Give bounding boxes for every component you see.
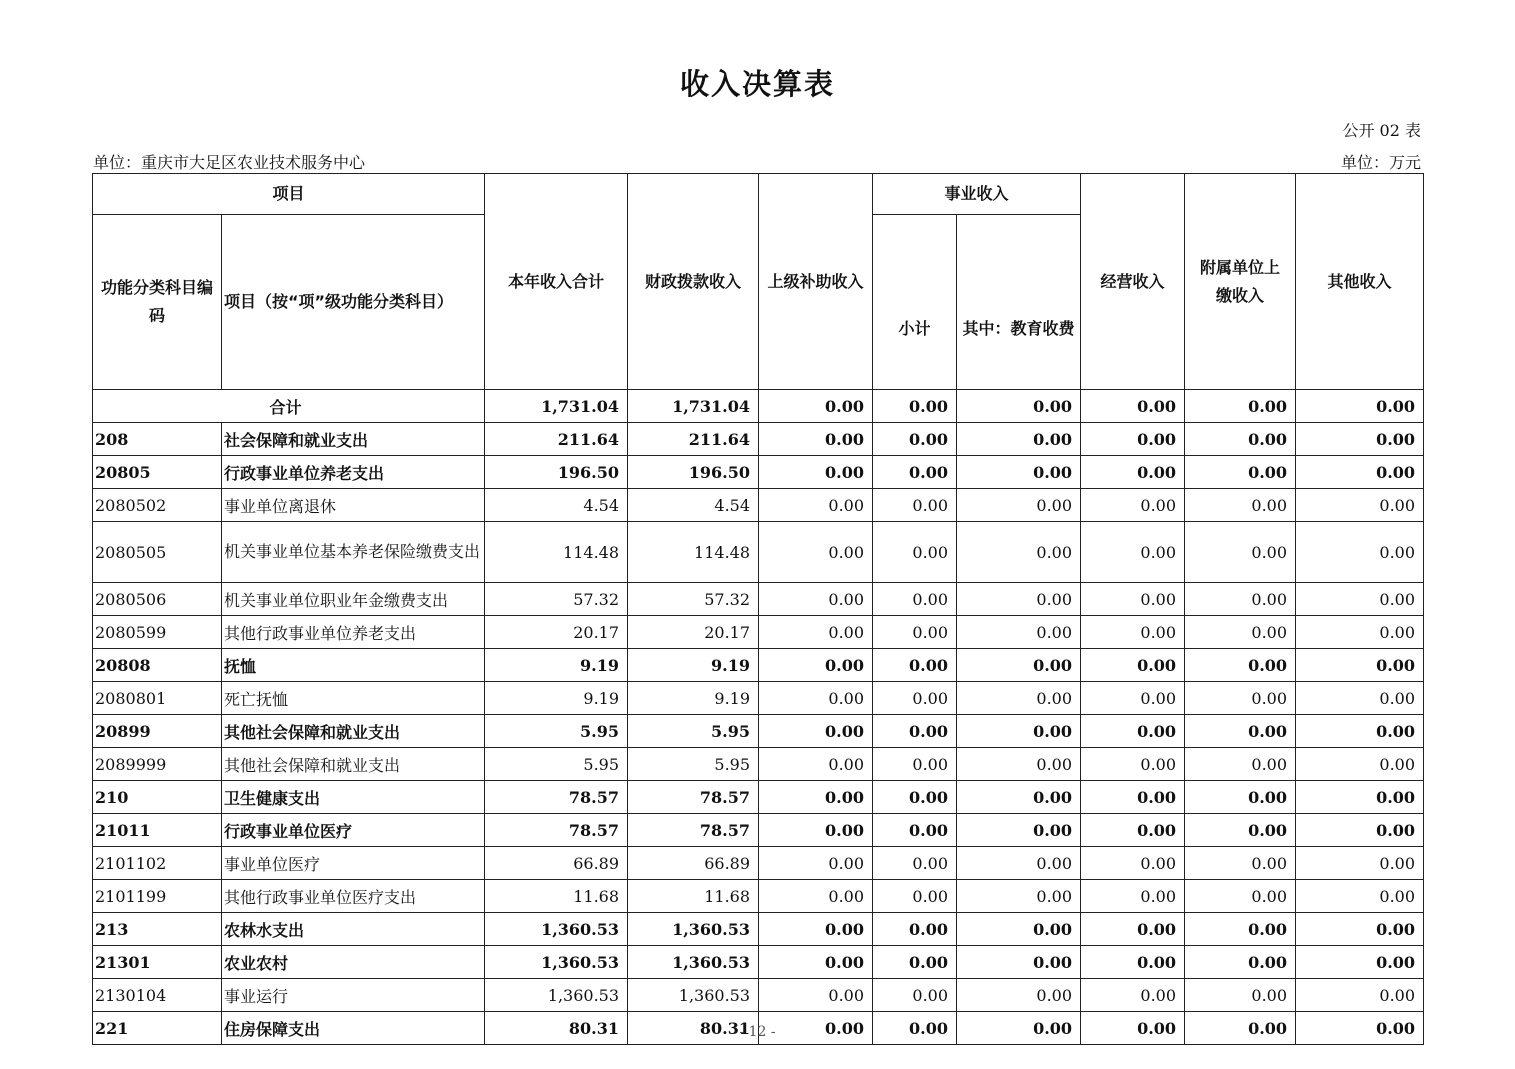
row-value: 78.57 (485, 781, 628, 814)
row-value: 0.00 (873, 522, 957, 583)
row-value: 5.95 (628, 748, 759, 781)
table-row (93, 847, 1424, 880)
row-value: 9.19 (485, 682, 628, 715)
row-value: 0.00 (957, 715, 1081, 748)
table-row (93, 522, 1424, 583)
row-name: 死亡抚恤 (222, 682, 485, 715)
row-value: 0.00 (1185, 423, 1296, 456)
total-value: 0.00 (957, 390, 1081, 423)
row-value: 0.00 (1081, 748, 1185, 781)
header-operating-income: 经营收入 (1081, 174, 1185, 390)
total-value: 0.00 (873, 390, 957, 423)
organization-unit: 单位：重庆市大足区农业技术服务中心 (93, 153, 366, 172)
header-business-income: 事业收入 (873, 174, 1081, 215)
total-value: 0.00 (1081, 390, 1185, 423)
row-value: 0.00 (1081, 616, 1185, 649)
row-value: 0.00 (759, 522, 873, 583)
row-value: 0.00 (873, 616, 957, 649)
row-value: 0.00 (1296, 423, 1424, 456)
total-label: 合计 (93, 390, 485, 423)
row-value: 9.19 (628, 649, 759, 682)
row-value: 1,360.53 (628, 979, 759, 1012)
row-value: 5.95 (485, 748, 628, 781)
row-name: 住房保障支出 (222, 1012, 485, 1045)
row-value: 0.00 (1185, 814, 1296, 847)
row-value: 0.00 (957, 946, 1081, 979)
row-code: 20899 (93, 715, 222, 748)
table-row (93, 583, 1424, 616)
row-value: 0.00 (1185, 979, 1296, 1012)
row-value: 80.31 (485, 1012, 628, 1045)
row-code: 21011 (93, 814, 222, 847)
row-value: 0.00 (1185, 715, 1296, 748)
table-row (93, 715, 1424, 748)
row-value: 0.00 (759, 913, 873, 946)
row-value: 78.57 (628, 814, 759, 847)
row-code: 2080599 (93, 616, 222, 649)
row-value: 0.00 (1296, 522, 1424, 583)
row-value: 0.00 (1296, 682, 1424, 715)
row-value: 0.00 (1185, 913, 1296, 946)
row-code: 2130104 (93, 979, 222, 1012)
row-value: 0.00 (957, 979, 1081, 1012)
row-value: 0.00 (957, 489, 1081, 522)
row-value: 0.00 (1081, 847, 1185, 880)
row-name: 行政事业单位养老支出 (222, 456, 485, 489)
row-value: 78.57 (628, 781, 759, 814)
row-value: 0.00 (873, 748, 957, 781)
row-value: 0.00 (957, 847, 1081, 880)
table-row (93, 423, 1424, 456)
row-name: 行政事业单位医疗 (222, 814, 485, 847)
row-value: 0.00 (759, 616, 873, 649)
row-value: 0.00 (759, 583, 873, 616)
total-value: 0.00 (1296, 390, 1424, 423)
row-value: 0.00 (873, 814, 957, 847)
row-value: 0.00 (759, 423, 873, 456)
header-function-code: 功能分类科目编码 (93, 215, 222, 390)
row-value: 0.00 (873, 715, 957, 748)
row-value: 0.00 (1081, 715, 1185, 748)
row-value: 0.00 (759, 715, 873, 748)
row-value: 57.32 (628, 583, 759, 616)
header-superior-subsidy: 上级补助收入 (759, 174, 873, 390)
page-number: - 12 - (739, 1024, 776, 1040)
row-value: 0.00 (1296, 456, 1424, 489)
row-value: 9.19 (485, 649, 628, 682)
row-value: 0.00 (1296, 748, 1424, 781)
table-row (93, 880, 1424, 913)
row-value: 0.00 (1296, 583, 1424, 616)
row-value: 57.32 (485, 583, 628, 616)
table-row (93, 456, 1424, 489)
row-value: 0.00 (1081, 880, 1185, 913)
row-value: 0.00 (1296, 946, 1424, 979)
header-total-income: 本年收入合计 (485, 174, 628, 390)
row-value: 0.00 (1185, 616, 1296, 649)
page-title: 收入决算表 (679, 67, 835, 101)
row-value: 0.00 (1081, 1012, 1185, 1045)
row-value: 0.00 (1081, 649, 1185, 682)
row-value: 0.00 (873, 423, 957, 456)
table-row (93, 616, 1424, 649)
row-value: 0.00 (1081, 814, 1185, 847)
row-value: 211.64 (628, 423, 759, 456)
row-value: 0.00 (1081, 913, 1185, 946)
row-value: 0.00 (957, 423, 1081, 456)
row-value: 0.00 (759, 880, 873, 913)
currency-unit: 单位：万元 (1340, 153, 1421, 172)
row-value: 0.00 (957, 522, 1081, 583)
row-value: 0.00 (759, 456, 873, 489)
row-value: 0.00 (759, 847, 873, 880)
row-value: 20.17 (485, 616, 628, 649)
row-value: 0.00 (873, 649, 957, 682)
row-code: 2101199 (93, 880, 222, 913)
row-code: 20808 (93, 649, 222, 682)
row-value: 0.00 (759, 979, 873, 1012)
row-value: 196.50 (628, 456, 759, 489)
table-row (93, 682, 1424, 715)
row-name: 事业单位医疗 (222, 847, 485, 880)
total-value: 0.00 (1185, 390, 1296, 423)
row-value: 0.00 (1081, 423, 1185, 456)
row-value: 0.00 (759, 946, 873, 979)
row-value: 0.00 (957, 781, 1081, 814)
total-value: 1,731.04 (485, 390, 628, 423)
row-value: 1,360.53 (485, 913, 628, 946)
header-other-income: 其他收入 (1296, 174, 1424, 390)
header-fiscal-allocation: 财政拨款收入 (628, 174, 759, 390)
row-value: 0.00 (1081, 522, 1185, 583)
row-value: 0.00 (957, 748, 1081, 781)
income-statement-table (92, 173, 1424, 1045)
header-subtotal: 小计 (873, 215, 957, 390)
row-value: 11.68 (485, 880, 628, 913)
row-value: 0.00 (957, 583, 1081, 616)
row-value: 0.00 (873, 979, 957, 1012)
row-value: 4.54 (628, 489, 759, 522)
row-value: 0.00 (1185, 946, 1296, 979)
form-number: 公开 02 表 (1342, 121, 1421, 140)
row-value: 0.00 (873, 583, 957, 616)
row-value: 0.00 (1185, 456, 1296, 489)
row-code: 210 (93, 781, 222, 814)
row-value: 0.00 (1185, 1012, 1296, 1045)
row-value: 0.00 (873, 946, 957, 979)
row-value: 0.00 (1296, 616, 1424, 649)
row-value: 0.00 (1296, 1012, 1424, 1045)
row-value: 0.00 (1296, 880, 1424, 913)
row-value: 0.00 (1296, 781, 1424, 814)
row-value: 114.48 (628, 522, 759, 583)
row-value: 1,360.53 (628, 946, 759, 979)
row-value: 1,360.53 (485, 946, 628, 979)
row-code: 2080506 (93, 583, 222, 616)
row-value: 0.00 (1296, 489, 1424, 522)
table-row (93, 649, 1424, 682)
row-code: 208 (93, 423, 222, 456)
row-name: 机关事业单位职业年金缴费支出 (222, 583, 485, 616)
row-value: 0.00 (873, 913, 957, 946)
row-name: 事业单位离退休 (222, 489, 485, 522)
row-name: 社会保障和就业支出 (222, 423, 485, 456)
table-row (93, 913, 1424, 946)
row-value: 0.00 (873, 781, 957, 814)
table-row (93, 748, 1424, 781)
row-value: 20.17 (628, 616, 759, 649)
row-code: 21301 (93, 946, 222, 979)
row-value: 0.00 (957, 880, 1081, 913)
row-value: 0.00 (1081, 682, 1185, 715)
row-value: 0.00 (759, 748, 873, 781)
total-value: 0.00 (759, 390, 873, 423)
row-name: 机关事业单位基本养老保险缴费支出 (222, 522, 485, 583)
row-value: 0.00 (957, 616, 1081, 649)
row-name: 卫生健康支出 (222, 781, 485, 814)
row-value: 0.00 (1081, 583, 1185, 616)
row-value: 0.00 (957, 1012, 1081, 1045)
row-value: 66.89 (485, 847, 628, 880)
row-value: 11.68 (628, 880, 759, 913)
row-value: 0.00 (1081, 979, 1185, 1012)
row-value: 211.64 (485, 423, 628, 456)
row-name: 其他行政事业单位养老支出 (222, 616, 485, 649)
row-code: 213 (93, 913, 222, 946)
row-value: 0.00 (873, 456, 957, 489)
row-value: 0.00 (1081, 946, 1185, 979)
row-value: 1,360.53 (485, 979, 628, 1012)
row-value: 0.00 (1081, 456, 1185, 489)
row-value: 0.00 (1185, 682, 1296, 715)
row-code: 20805 (93, 456, 222, 489)
row-name: 农业农村 (222, 946, 485, 979)
row-value: 0.00 (759, 489, 873, 522)
row-name: 其他社会保障和就业支出 (222, 715, 485, 748)
row-value: 0.00 (1296, 715, 1424, 748)
total-row (93, 390, 1424, 423)
row-value: 5.95 (485, 715, 628, 748)
row-name: 抚恤 (222, 649, 485, 682)
row-value: 0.00 (957, 814, 1081, 847)
row-code: 2080505 (93, 522, 222, 583)
row-value: 78.57 (485, 814, 628, 847)
total-value: 1,731.04 (628, 390, 759, 423)
row-value: 0.00 (873, 880, 957, 913)
row-value: 114.48 (485, 522, 628, 583)
header-project: 项目 (93, 174, 485, 215)
table-row (93, 979, 1424, 1012)
row-value: 0.00 (873, 847, 957, 880)
row-value: 66.89 (628, 847, 759, 880)
row-value: 0.00 (1296, 649, 1424, 682)
row-value: 0.00 (1185, 522, 1296, 583)
header-affiliated-income: 附属单位上缴收入 (1185, 174, 1296, 390)
row-code: 221 (93, 1012, 222, 1045)
row-code: 2089999 (93, 748, 222, 781)
table-row (93, 814, 1424, 847)
row-value: 0.00 (873, 682, 957, 715)
row-value: 0.00 (957, 682, 1081, 715)
row-value: 0.00 (873, 489, 957, 522)
row-value: 0.00 (1185, 880, 1296, 913)
table-row (93, 781, 1424, 814)
row-value: 0.00 (759, 781, 873, 814)
row-value: 0.00 (873, 1012, 957, 1045)
table-row (93, 489, 1424, 522)
row-value: 0.00 (1081, 489, 1185, 522)
row-value: 1,360.53 (628, 913, 759, 946)
row-value: 0.00 (1185, 649, 1296, 682)
row-code: 2080801 (93, 682, 222, 715)
row-value: 0.00 (1081, 781, 1185, 814)
table-row (93, 946, 1424, 979)
row-code: 2101102 (93, 847, 222, 880)
row-value: 0.00 (957, 649, 1081, 682)
row-value: 9.19 (628, 682, 759, 715)
row-code: 2080502 (93, 489, 222, 522)
row-value: 0.00 (759, 682, 873, 715)
row-value: 0.00 (1296, 814, 1424, 847)
row-value: 80.31 (628, 1012, 759, 1045)
row-name: 事业运行 (222, 979, 485, 1012)
row-name: 其他行政事业单位医疗支出 (222, 880, 485, 913)
row-value: 0.00 (957, 913, 1081, 946)
header-item-name: 项目（按“项”级功能分类科目） (222, 215, 485, 390)
row-value: 0.00 (759, 814, 873, 847)
row-value: 196.50 (485, 456, 628, 489)
row-name: 其他社会保障和就业支出 (222, 748, 485, 781)
row-value: 0.00 (1185, 781, 1296, 814)
row-value: 5.95 (628, 715, 759, 748)
row-value: 0.00 (759, 1012, 873, 1045)
row-value: 0.00 (1296, 847, 1424, 880)
row-value: 0.00 (1296, 979, 1424, 1012)
row-value: 0.00 (1185, 748, 1296, 781)
header-education-fee: 其中：教育收费 (957, 215, 1081, 390)
row-value: 0.00 (1185, 583, 1296, 616)
row-value: 0.00 (1296, 913, 1424, 946)
row-value: 0.00 (957, 456, 1081, 489)
row-value: 0.00 (1185, 847, 1296, 880)
row-value: 0.00 (759, 649, 873, 682)
row-value: 0.00 (1185, 489, 1296, 522)
row-name: 农林水支出 (222, 913, 485, 946)
row-value: 4.54 (485, 489, 628, 522)
